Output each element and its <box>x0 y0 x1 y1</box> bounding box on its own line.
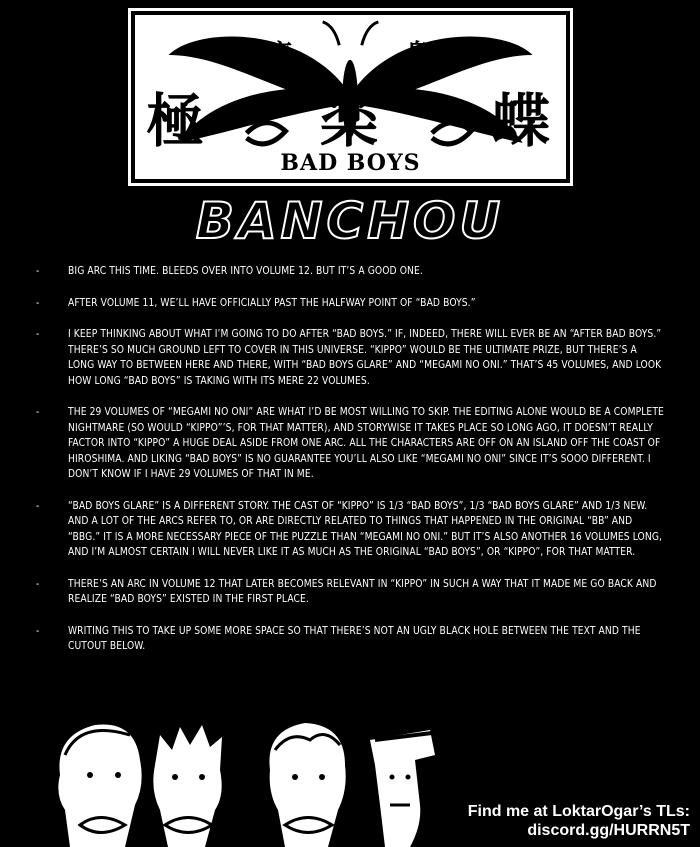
list-item <box>36 296 666 312</box>
character-3-illustration <box>269 723 345 847</box>
bullet-dash: - <box>36 407 40 418</box>
bad-boys-logo <box>128 8 573 186</box>
list-item <box>36 405 666 483</box>
character-2-illustration <box>153 725 222 847</box>
bullet-dash: - <box>36 500 40 512</box>
list-item <box>36 577 666 608</box>
bullet-dash: - <box>36 266 40 277</box>
note-text: THERE’S AN ARC IN VOLUME 12 THAT LATER BECOMES RELEVANT IN “KIPPO” IN SUCH A WAY THAT IT MADE ME GO BACK AND REALIZE “BAD BOYS” EXISTED IN THE FIRST PLACE. <box>68 578 657 605</box>
bullet-dash: - <box>36 297 40 309</box>
list-item <box>36 499 666 561</box>
credit-line-1: Find me at LoktarOgar’s TLs: <box>467 803 690 820</box>
note-text: WRITING THIS TO TAKE UP SOME MORE SPACE SO THAT THERE’S NOT AN UGLY BLACK HOLE BETWEEN THE TEXT AND THE CUTOUT BELOW. <box>68 625 641 652</box>
logo-kanji-chou: 蝶 <box>492 87 551 155</box>
logo-panel <box>135 15 566 179</box>
note-text: BIG ARC THIS TIME. BLEEDS OVER INTO VOLUME 12. BUT IT’S A GOOD ONE. <box>68 266 423 277</box>
bullet-dash: - <box>36 578 40 590</box>
character-4-illustration <box>370 730 435 847</box>
list-item <box>36 264 666 280</box>
notes-list <box>36 264 666 671</box>
list-item <box>36 624 666 655</box>
list-item <box>36 327 666 389</box>
logo-kanji-hiro: 廣 <box>266 40 293 70</box>
bullet-dash: - <box>36 625 40 637</box>
note-text: AFTER VOLUME 11, WE’LL HAVE OFFICIALLY PAST THE HALFWAY POINT OF “BAD BOYS.” <box>68 297 476 309</box>
credit-text <box>468 802 690 840</box>
logo-subtitle: BAD BOYS <box>280 150 421 176</box>
note-text: I KEEP THINKING ABOUT WHAT I’M GOING TO DO AFTER “BAD BOYS.” IF, INDEED, THERE WILL EVER BE AN “AFTER BAD BOYS.” THERE’S SO MUCH GROUND LEFT TO COVER IN THIS UNIVERSE. “KIPPO” WOULD BE THE ULTIMATE PRIZE, BUT THERE’S A LONG WAY TO BETWEEN HERE AND THERE, WITH “BAD BOYS GLARE” AND “MEGAMI NO ONI.” THAT’S 45 VOLUMES, AND LOOK HOW LONG “BAD BOYS” IS TAKING WITH ITS MERE 22 VOLUMES. <box>68 329 662 387</box>
note-text: “BAD BOYS GLARE” IS A DIFFERENT STORY. THE CAST OF “KIPPO” IS 1/3 “BAD BOYS”, 1/3 “BAD BOYS GLARE” AND 1/3 NEW. AND A LOT OF THE ARCS REFER TO, OR ARE DIRECTLY RELATED TO THINGS THAT HAPPENED IN THE ORIGINAL “BB” AND “BBG.” IT IS A MORE NECESSARY PIECE OF THE PUZZLE THAN “MEGAMI NO ONI.” BUT IT’S ALSO ANOTHER 16 VOLUMES LONG, AND I’M ALMOST CERTAIN I WILL NEVER LIKE IT AS MUCH AS THE ORIGINAL “BAD BOYS”, OR “KIPPO”, FOR THAT MATTER. <box>68 500 663 558</box>
logo-kanji-goku: 極 <box>146 87 205 155</box>
note-text: THE 29 VOLUMES OF “MEGAMI NO ONI” ARE WHAT I’D BE MOST WILLING TO SKIP. THE EDITING ALONE WOULD BE A COMPLETE NIGHTMARE (SO WOULD “KIPPO”’S, FOR THAT MATTER), AND STORYWISE IT TAKES PLACE SO LONG AGO, IT DOESN’T REALLY FACTOR INTO “KIPPO” A HUGE DEAL ASIDE FROM ONE ARC. ALL THE CHARACTERS ARE OFF ON AN ISLAND OFF THE COAST OF HIROSHIMA. AND LIKING “BAD BOYS” IS NO GUARANTEE YOU’LL ALSO LIKE “MEGAMI NO ONI” SINCE IT’S SOOO DIFFERENT. I DON’T KNOW IF I HAVE 29 VOLUMES OF THAT IN ME. <box>68 407 664 480</box>
credit-discord-link[interactable]: discord.gg/HURRN5T <box>527 822 690 839</box>
character-cutouts <box>40 715 440 847</box>
logo-kanji-raku: 楽 <box>320 87 379 155</box>
page-title: BANCHOU <box>195 192 505 250</box>
logo-kanji-shima: 島 <box>406 40 433 70</box>
character-1-illustration <box>58 724 141 847</box>
bullet-dash: - <box>36 329 40 340</box>
